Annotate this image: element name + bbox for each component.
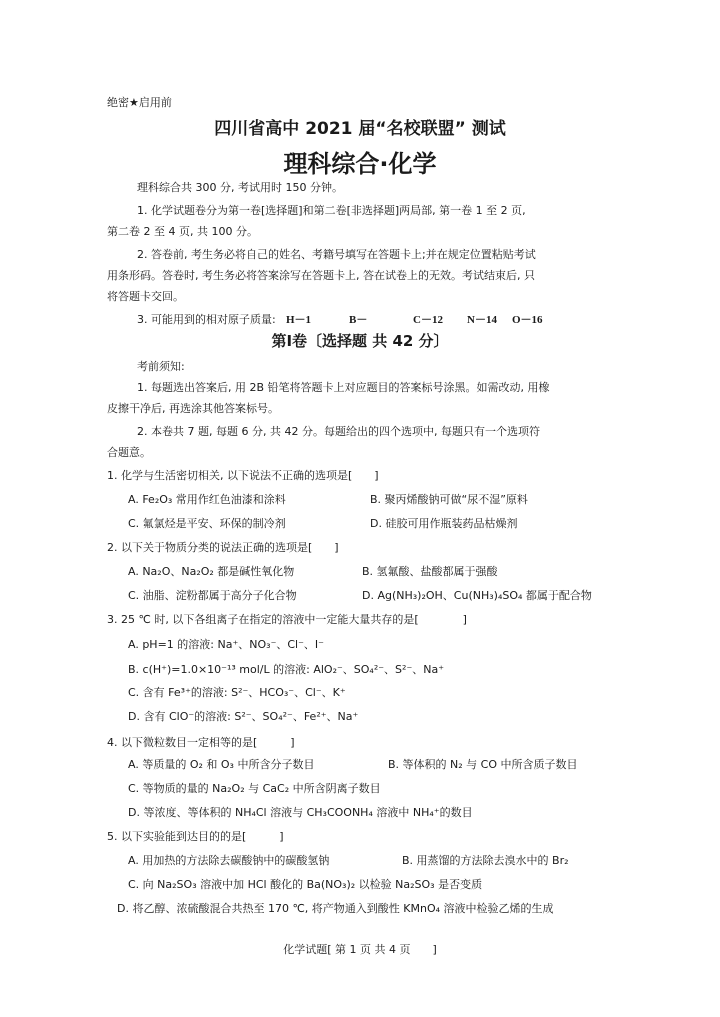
question-4-stem: 4. 以下微粒数目一定相等的是[ ] [107,736,295,749]
question-3-option-a: A. pH=1 的溶液: Na⁺、NO₃⁻、Cl⁻、I⁻ [128,638,324,651]
atomic-mass-b: B－ [349,314,368,326]
section-title: 第Ⅰ卷〔选择题 共 42 分〕 [271,332,449,350]
question-2-option-c: C. 油脂、淀粉都属于高分子化合物 [128,589,297,602]
page-footer: 化学试题[ 第 1 页 共 4 页 ] [283,943,437,956]
instruction-2b: 用条形码。答卷时, 考生务必将答案涂写在答题卡上, 答在试卷上的无效。考试结束后, 只 [107,269,535,282]
question-3-option-b: B. c(H⁺)=1.0×10⁻¹³ mol/L 的溶液: AlO₂⁻、SO₄²⁻、S²⁻、Na⁺ [128,663,445,676]
atomic-mass-h: H－1 [286,314,312,326]
question-2-option-d: D. Ag(NH₃)₂OH、Cu(NH₃)₄SO₄ 都属于配合物 [362,589,592,602]
instruction-total: 理科综合共 300 分, 考试用时 150 分钟。 [137,181,343,194]
question-3-option-d: D. 含有 ClO⁻的溶液: S²⁻、SO₄²⁻、Fe²⁺、Na⁺ [128,710,359,723]
question-3-stem: 3. 25 ℃ 时, 以下各组离子在指定的溶液中一定能大量共存的是[ ] [107,613,467,626]
question-5-option-d: D. 将乙醇、浓硫酸混合共热至 170 ℃, 将产物通入到酸性 KMnO₄ 溶液中检验乙烯的生成 [117,902,554,915]
instruction-1a: 1. 化学试题卷分为第一卷[选择题]和第二卷[非选择题]两局部, 第一卷 1 至 2 页, [137,204,526,217]
notice-1a: 1. 每题选出答案后, 用 2B 铅笔将答题卡上对应题目的答案标号涂黑。如需改动, 用橡 [137,381,550,394]
question-4-option-c: C. 等物质的量的 Na₂O₂ 与 CaC₂ 中所含阴离子数目 [128,782,381,795]
question-1-stem: 1. 化学与生活密切相关, 以下说法不正确的选项是[ ] [107,469,379,482]
instruction-1b: 第二卷 2 至 4 页, 共 100 分。 [107,225,258,238]
instruction-2a: 2. 答卷前, 考生务必将自己的姓名、考籍号填写在答题卡上;并在规定位置粘贴考试 [137,248,536,261]
notice-1b: 皮擦干净后, 再选涂其他答案标号。 [107,402,279,415]
question-1-option-a: A. Fe₂O₃ 常用作红色油漆和涂料 [128,493,286,506]
question-4-option-d: D. 等浓度、等体积的 NH₄Cl 溶液与 CH₃COONH₄ 溶液中 NH₄⁺的数目 [128,806,473,819]
question-4-option-b: B. 等体积的 N₂ 与 CO 中所含质子数目 [388,758,578,771]
question-3-option-c: C. 含有 Fe³⁺的溶液: S²⁻、HCO₃⁻、Cl⁻、K⁺ [128,686,346,699]
question-2-option-b: B. 氢氟酸、盐酸都属于强酸 [362,565,498,578]
exam-title: 四川省高中 2021 届“名校联盟” 测试 [214,119,506,139]
notice-2b: 合题意。 [107,446,151,459]
question-5-option-b: B. 用蒸馏的方法除去溴水中的 Br₂ [402,854,569,867]
atomic-mass-c: C－12 [413,314,443,326]
question-4-option-a: A. 等质量的 O₂ 和 O₃ 中所含分子数目 [128,758,315,771]
question-2-option-a: A. Na₂O、Na₂O₂ 都是碱性氧化物 [128,565,295,578]
instruction-2c: 将答题卡交回。 [107,290,184,303]
question-5-stem: 5. 以下实验能到达目的的是[ ] [107,830,284,843]
atomic-mass-n: N－14 [467,314,497,326]
question-2-stem: 2. 以下关于物质分类的说法正确的选项是[ ] [107,541,339,554]
atomic-mass-o: O－16 [512,314,543,326]
confidential-label: 绝密★启用前 [107,96,172,109]
question-5-option-c: C. 向 Na₂SO₃ 溶液中加 HCl 酸化的 Ba(NO₃)₂ 以检验 Na₂SO₃ 是否变质 [128,878,483,891]
subject-title: 理科综合·化学 [283,150,437,178]
notice-2a: 2. 本卷共 7 题, 每题 6 分, 共 42 分。每题给出的四个选项中, 每题只有一个选项符 [137,425,540,438]
question-1-option-d: D. 硅胶可用作瓶装药品枯燥剂 [370,517,518,530]
notice-heading: 考前须知: [137,360,185,373]
question-1-option-c: C. 氟氯烃是平安、环保的制冷剂 [128,517,286,530]
question-1-option-b: B. 聚丙烯酸钠可做“尿不湿”原料 [370,493,528,506]
instruction-3-label: 3. 可能用到的相对原子质量: [137,313,276,326]
question-5-option-a: A. 用加热的方法除去碳酸钠中的碳酸氢钠 [128,854,330,867]
